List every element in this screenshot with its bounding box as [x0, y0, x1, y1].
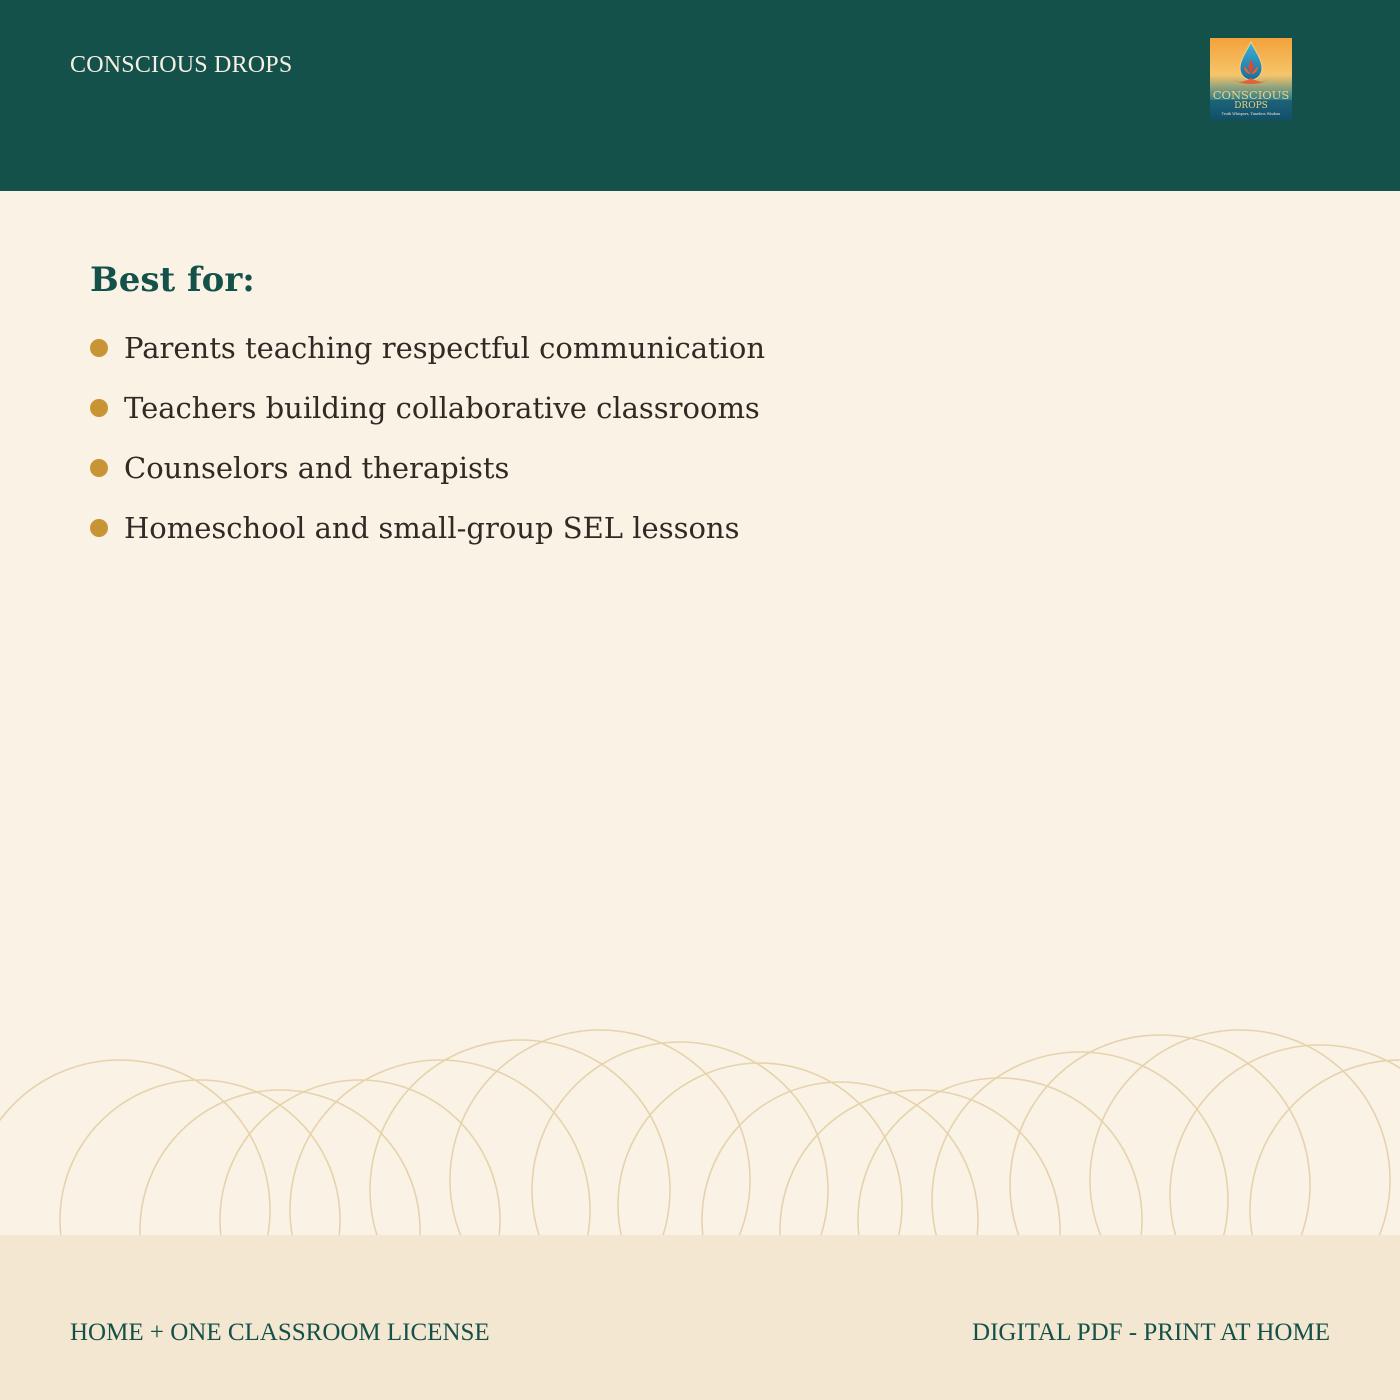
list-item-text: Parents teaching respectful communication — [124, 331, 766, 365]
logo-text-line2: DROPS — [1234, 101, 1268, 111]
logo-tagline: Truth Whispers, Timeless Wisdom — [1221, 112, 1281, 116]
logo-text-line1: CONSCIOUS — [1212, 88, 1290, 102]
decorative-circles — [0, 1000, 1400, 1236]
brand-name: CONSCIOUS DROPS — [70, 52, 293, 78]
list-item — [90, 378, 765, 438]
lotus-drop-icon — [1210, 38, 1292, 120]
format-label: DIGITAL PDF - PRINT AT HOME — [972, 1319, 1330, 1346]
best-for-section — [90, 256, 765, 558]
bullet-dot-icon — [90, 339, 108, 357]
footer-bar — [0, 1235, 1400, 1400]
list-item — [90, 438, 765, 498]
license-label: HOME + ONE CLASSROOM LICENSE — [70, 1319, 490, 1346]
list-item — [90, 498, 765, 558]
best-for-title: Best for: — [90, 260, 255, 300]
bullet-dot-icon — [90, 399, 108, 417]
list-item-text: Homeschool and small-group SEL lessons — [124, 511, 740, 545]
list-item-text: Counselors and therapists — [124, 451, 510, 485]
best-for-list — [90, 318, 765, 558]
header-bar — [0, 0, 1400, 191]
bullet-dot-icon — [90, 459, 108, 477]
list-item — [90, 318, 765, 378]
bullet-dot-icon — [90, 519, 108, 537]
logo — [1210, 38, 1292, 120]
list-item-text: Teachers building collaborative classrooms — [124, 391, 760, 425]
